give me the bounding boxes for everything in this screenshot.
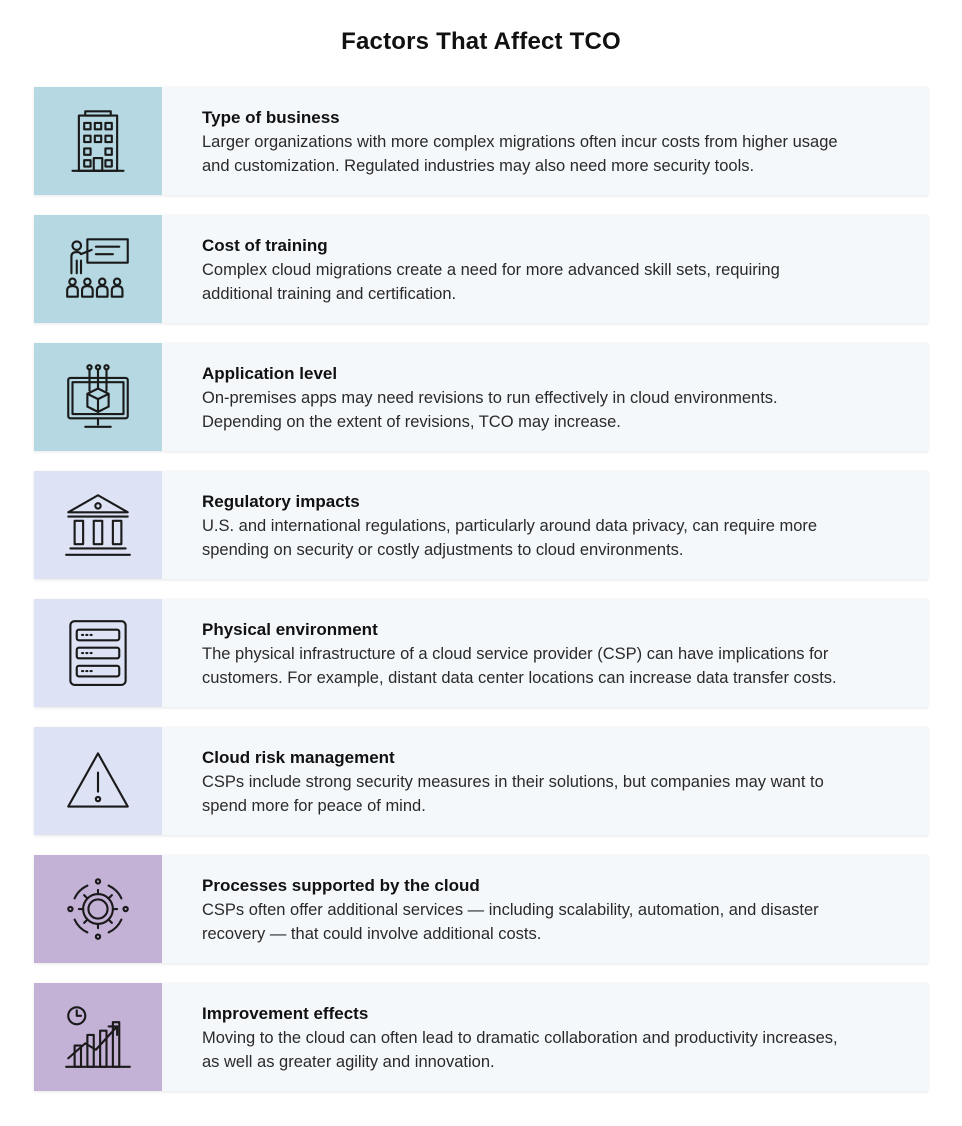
icon-panel	[34, 343, 162, 451]
factor-title: Cloud risk management	[202, 748, 395, 767]
growth-chart-icon	[64, 1003, 132, 1071]
factor-title: Cost of training	[202, 236, 328, 255]
icon-panel	[34, 471, 162, 579]
factor-description-line: recovery — that could involve additional costs.	[202, 925, 542, 943]
page-title: Factors That Affect TCO	[341, 28, 621, 55]
factor-description-line: customers. For example, distant data center locations can increase data transfer costs.	[202, 669, 837, 687]
factor-card-processes-supported	[34, 855, 928, 963]
icon-panel	[34, 87, 162, 195]
factor-card-physical-environment	[34, 599, 928, 707]
factor-card-type-of-business	[34, 87, 928, 195]
server-rack-icon	[64, 619, 132, 687]
factor-description-line: Complex cloud migrations create a need for more advanced skill sets, requiring	[202, 261, 780, 279]
icon-panel	[34, 215, 162, 323]
factor-card-improvement-effects	[34, 983, 928, 1091]
factor-card-cloud-risk-management	[34, 727, 928, 835]
factor-description-line: additional training and certification.	[202, 285, 457, 303]
warning-triangle-icon	[64, 747, 132, 815]
factor-description-line: and customization. Regulated industries may also need more security tools.	[202, 157, 755, 175]
factor-card-regulatory-impacts	[34, 471, 928, 579]
factor-description-line: spending on security or costly adjustments to cloud environments.	[202, 541, 684, 559]
factor-card-application-level	[34, 343, 928, 451]
factor-description-line: CSPs include strong security measures in their solutions, but companies may want to	[202, 773, 824, 791]
icon-panel	[34, 983, 162, 1091]
icon-panel	[34, 855, 162, 963]
government-building-icon	[64, 491, 132, 559]
factor-title: Regulatory impacts	[202, 492, 360, 511]
factor-description-line: U.S. and international regulations, particularly around data privacy, can require more	[202, 517, 818, 535]
office-building-icon	[64, 107, 132, 175]
factor-description-line: The physical infrastructure of a cloud service provider (CSP) can have implications for	[202, 645, 829, 663]
factor-title: Physical environment	[202, 620, 378, 639]
factor-title: Improvement effects	[202, 1004, 369, 1023]
gear-cycle-icon	[64, 875, 132, 943]
monitor-cube-icon	[64, 363, 132, 431]
factor-description-line: Depending on the extent of revisions, TCO may increase.	[202, 413, 621, 431]
factor-card-cost-of-training	[34, 215, 928, 323]
presenter-audience-icon	[64, 235, 132, 303]
factor-description-line: as well as greater agility and innovation.	[202, 1053, 495, 1071]
factor-title: Application level	[202, 364, 338, 383]
factor-title: Type of business	[202, 108, 340, 127]
factor-description-line: On-premises apps may need revisions to run effectively in cloud environments.	[202, 389, 778, 407]
factor-title: Processes supported by the cloud	[202, 876, 480, 895]
icon-panel	[34, 599, 162, 707]
factor-description-line: Larger organizations with more complex migrations often incur costs from higher usage	[202, 133, 838, 151]
factor-description-line: CSPs often offer additional services — including scalability, automation, and disaster	[202, 901, 819, 919]
icon-panel	[34, 727, 162, 835]
factor-description-line: Moving to the cloud can often lead to dramatic collaboration and productivity increases,	[202, 1029, 838, 1047]
factor-description-line: spend more for peace of mind.	[202, 797, 426, 815]
